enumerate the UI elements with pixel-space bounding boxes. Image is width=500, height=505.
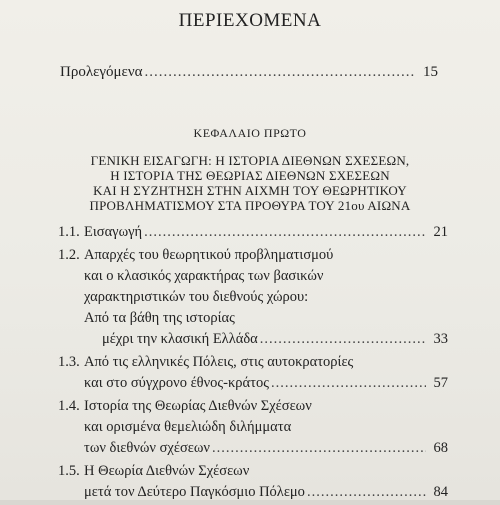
toc-entry-label: των διεθνών σχέσεων bbox=[84, 440, 210, 456]
toc-entry-label: Από τις ελληνικές Πόλεις, στις αυτοκρατορίες bbox=[84, 354, 354, 370]
chapter-heading-line: ΓΕΝΙΚΗ ΕΙΣΑΓΩΓΗ: Η ΙΣΤΟΡΙΑ ΔΙΕΘΝΩΝ ΣΧΕΣΕΩΝ, bbox=[90, 153, 410, 168]
toc-entry-number: 1.4. bbox=[58, 398, 80, 414]
chapter-heading-line: ΚΑΙ Η ΣΥΖΗΤΗΣΗ ΣΤΗΝ ΑΙΧΜΗ ΤΟΥ ΘΕΩΡΗΤΙΚΟΥ bbox=[93, 183, 407, 198]
toc-entry-label: Απαρχές του θεωρητικού προβληματισμού bbox=[84, 247, 334, 263]
toc-page-number: 21 bbox=[433, 224, 448, 240]
leader-dots bbox=[260, 329, 426, 350]
toc-entry-number: 1.3. bbox=[58, 354, 80, 370]
toc-entry-label: Η Θεωρία Διεθνών Σχέσεων bbox=[84, 463, 250, 479]
toc-entry-1-3[interactable] bbox=[58, 352, 448, 394]
leader-dots bbox=[212, 438, 426, 459]
toc-page-number: 57 bbox=[433, 375, 448, 391]
toc-entry-label: χαρακτηριστικών του διεθνούς χώρου: bbox=[84, 289, 309, 305]
chapter-heading-line: Η ΙΣΤΟΡΙΑ ΤΗΣ ΘΕΩΡΙΑΣ ΔΙΕΘΝΩΝ ΣΧΕΣΕΩΝ bbox=[110, 168, 390, 183]
toc-entry-label: Εισαγωγή bbox=[84, 224, 143, 240]
toc-entry-number: 1.1. bbox=[58, 224, 80, 240]
toc-entry-1-5[interactable] bbox=[58, 461, 448, 503]
toc-entry-label: και ο κλασικός χαρακτήρας των βασικών bbox=[84, 268, 324, 284]
toc-entry-label: και στο σύγχρονο έθνος-κράτος bbox=[84, 375, 269, 391]
page-title: ΠΕΡΙΕΧΟΜΕΝΑ bbox=[178, 10, 322, 31]
toc-page-number: 33 bbox=[433, 331, 448, 347]
toc-entry-label: μετά τον Δεύτερο Παγκόσμιο Πόλεμο bbox=[84, 484, 305, 500]
toc-entry-label: μέχρι την κλασική Ελλάδα bbox=[102, 331, 258, 347]
chapter-label: ΚΕΦΑΛΑΙΟ ΠΡΩΤΟ bbox=[193, 126, 307, 140]
chapter-heading-line: ΠΡΟΒΛΗΜΑΤΙΣΜΟΥ ΣΤΑ ΠΡΟΘΥΡΑ ΤΟΥ 21ου ΑΙΩΝΑ bbox=[89, 198, 411, 213]
toc-entry-label: Προλεγόμενα bbox=[60, 64, 143, 80]
toc-entry-label: και ορισμένα θεμελιώδη διλήμματα bbox=[84, 419, 292, 435]
toc-entry-1-2[interactable] bbox=[58, 245, 448, 350]
toc-entry-1-4[interactable] bbox=[58, 396, 448, 459]
chapter-heading bbox=[40, 153, 460, 213]
toc-entry-label: Ιστορία της Θεωρίας Διεθνών Σχέσεων bbox=[84, 398, 312, 414]
toc-page-number: 15 bbox=[423, 64, 438, 80]
toc-page-number: 84 bbox=[433, 484, 448, 500]
leader-dots bbox=[271, 373, 426, 394]
toc-list bbox=[58, 222, 448, 505]
leader-dots bbox=[145, 64, 417, 81]
toc-entry-number: 1.5. bbox=[58, 463, 80, 479]
toc-entry-label: Από τα βάθη της ιστορίας bbox=[84, 310, 235, 326]
toc-page-number: 68 bbox=[433, 440, 448, 456]
leader-dots bbox=[144, 222, 426, 243]
toc-entry-prolog[interactable] bbox=[60, 64, 438, 81]
toc-entry-number: 1.2. bbox=[58, 247, 80, 263]
toc-entry-1-1[interactable] bbox=[58, 222, 448, 243]
